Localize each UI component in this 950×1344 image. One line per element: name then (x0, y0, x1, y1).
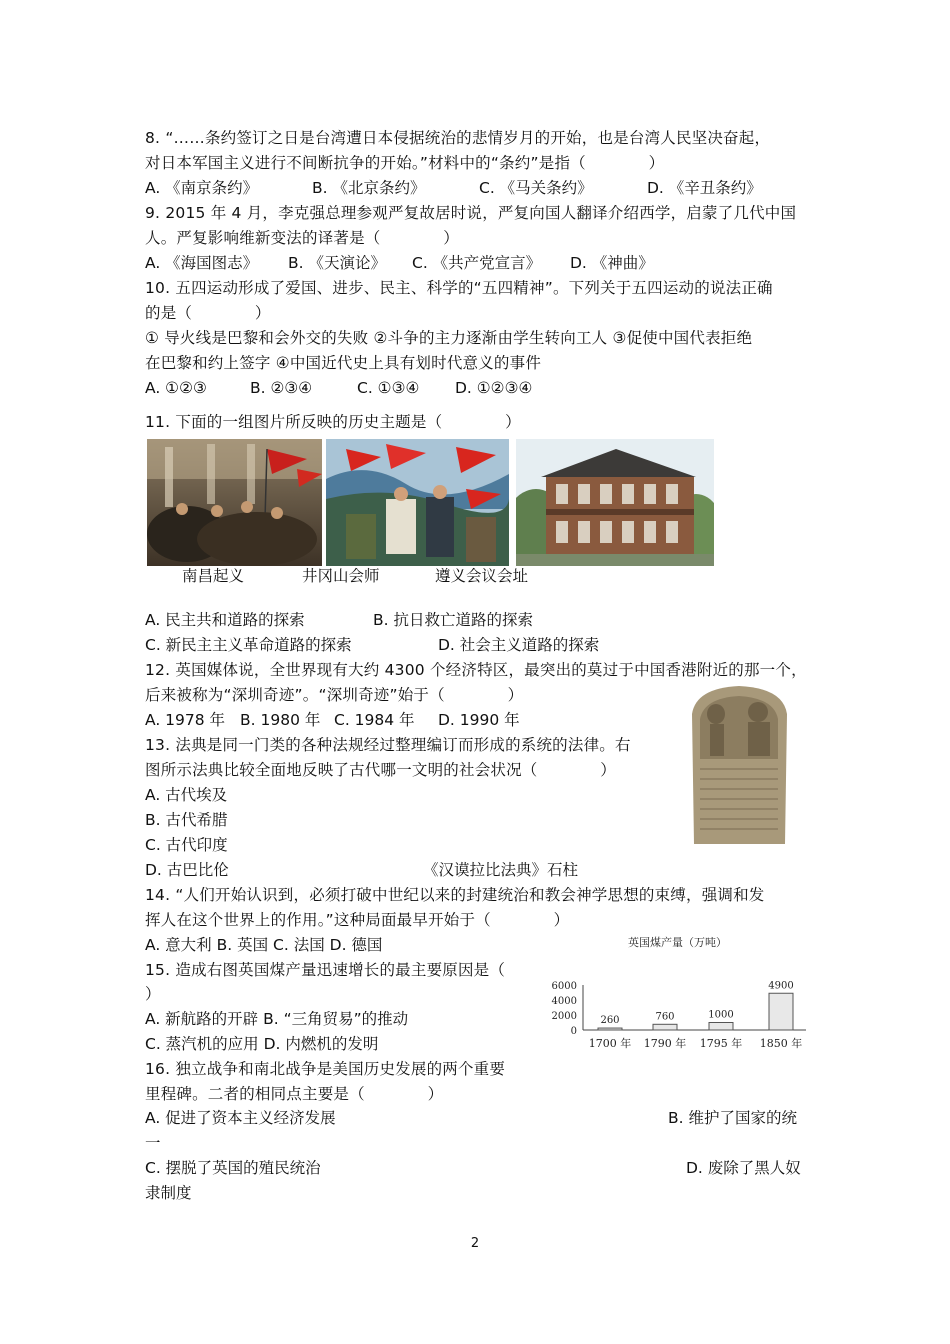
q15-options-cd: C. 蒸汽机的应用 D. 内燃机的发明 (145, 1035, 379, 1053)
q13-stem-line2: 图所示法典比较全面地反映了古代哪一文明的社会状况（ ） (145, 761, 617, 779)
q12-option-b: B. 1980 年 (240, 711, 321, 729)
q9-stem-line1: 9. 2015 年 4 月，李克强总理参观严复故居时说，严复向国人翻译介绍西学，启蒙了几代中国 (145, 204, 797, 222)
chart-x-tick-label: 1795 年 (699, 1037, 743, 1050)
chart-bar (653, 1024, 677, 1030)
q8-option-b: B. 《北京条约》 (312, 179, 426, 197)
q16-option-c: C. 摆脱了英国的殖民统治 (145, 1159, 321, 1177)
chart-y-tick-label: 6000 (551, 981, 577, 992)
chart-x-tick-label: 1790 年 (643, 1037, 687, 1050)
chart-x-tick-label: 1700 年 (588, 1037, 632, 1050)
q10-option-d: D. ①②③④ (455, 379, 533, 397)
caption-nanchang: 南昌起义 (182, 567, 245, 585)
q11-stem: 11. 下面的一组图片所反映的历史主题是（ ） (145, 413, 521, 431)
q16-option-a: A. 促进了资本主义经济发展 (145, 1109, 336, 1127)
q8-option-a: A. 《南京条约》 (145, 179, 259, 197)
q11-option-c: C. 新民主主义革命道路的探索 (145, 636, 352, 654)
q9-option-d: D. 《神曲》 (570, 254, 654, 272)
q8-stem-line1: 8. “……条约签订之日是台湾遭日本侵据统治的悲情岁月的开始，也是台湾人民坚决奋起， (145, 129, 771, 147)
q14-options: A. 意大利 B. 英国 C. 法国 D. 德国 (145, 936, 383, 954)
q9-stem-line2: 人。严复影响维新变法的译著是（ ） (145, 229, 460, 247)
q16-option-d-wrap: 隶制度 (145, 1184, 192, 1202)
jinggangshan-meeting-painting (326, 439, 509, 566)
q13-option-c: C. 古代印度 (145, 836, 228, 854)
chart-x-tick-label: 1850 年 (759, 1037, 803, 1050)
q13-option-d: D. 古巴比伦 (145, 861, 229, 879)
caption-hammurabi-stele: 《汉谟拉比法典》石柱 (423, 861, 579, 879)
q15-stem-line1: 15. 造成右图英国煤产量迅速增长的最主要原因是（ (145, 961, 506, 979)
q10-option-c: C. ①③④ (357, 379, 420, 397)
q13-stem-line1: 13. 法典是同一门类的各种法规经过整理编订而形成的系统的法律。右 (145, 736, 631, 754)
page-number: 2 (470, 1236, 480, 1251)
q10-statement-line1: ① 导火线是巴黎和会外交的失败 ②斗争的主力逐渐由学生转向工人 ③促使中国代表拒绝 (145, 329, 753, 347)
q9-option-c: C. 《共产党宣言》 (412, 254, 542, 272)
q10-option-b: B. ②③④ (250, 379, 313, 397)
q14-stem-line1: 14. “人们开始认识到，必须打破中世纪以来的封建统治和教会神学思想的束缚，强调和发 (145, 886, 765, 904)
q11-option-a: A. 民主共和道路的探索 (145, 611, 305, 629)
caption-jinggangshan: 井冈山会师 (302, 567, 380, 585)
q10-stem-line1: 10. 五四运动形成了爱国、进步、民主、科学的“五四精神”。下列关于五四运动的说法正确 (145, 279, 773, 297)
q15-stem-line2: ） (145, 985, 161, 1003)
q15-options-ab: A. 新航路的开辟 B. “三角贸易”的推动 (145, 1010, 409, 1028)
q10-statement-line2: 在巴黎和约上签字 ④中国近代史上具有划时代意义的事件 (145, 354, 542, 372)
q16-option-b: B. 维护了国家的统 (668, 1109, 797, 1127)
chart-bar (769, 993, 793, 1030)
q8-option-c: C. 《马关条约》 (479, 179, 593, 197)
q12-stem-line1: 12. 英国媒体说，全世界现有大约 4300 个经济特区，最突出的莫过于中国香港附近的那一个， (145, 661, 807, 679)
q12-option-c: C. 1984 年 (334, 711, 415, 729)
q12-option-d: D. 1990 年 (438, 711, 520, 729)
q9-option-a: A. 《海国图志》 (145, 254, 259, 272)
nanchang-uprising-painting (147, 439, 322, 566)
q8-stem-line2: 对日本军国主义进行不间断抗争的开始。”材料中的“条约”是指（ ） (145, 154, 665, 172)
chart-bar (709, 1023, 733, 1031)
q11-option-d: D. 社会主义道路的探索 (438, 636, 600, 654)
q8-option-d: D. 《辛丑条约》 (647, 179, 762, 197)
chart-data-label: 760 (655, 1011, 675, 1023)
q11-option-b: B. 抗日救亡道路的探索 (373, 611, 533, 629)
caption-zunyi: 遵义会议会址 (435, 567, 529, 585)
q10-stem-line2: 的是（ ） (145, 304, 271, 322)
q12-stem-line2: 后来被称为“深圳奇迹”。“深圳奇迹”始于（ ） (145, 686, 524, 704)
q12-option-a: A. 1978 年 (145, 711, 226, 729)
q16-option-b-wrap: 一 (145, 1134, 161, 1152)
chart-data-label: 4900 (768, 980, 794, 992)
q10-option-a: A. ①②③ (145, 379, 207, 397)
q16-stem-line2: 里程碑。二者的相同点主要是（ ） (145, 1085, 444, 1103)
chart-title: 英国煤产量（万吨） (628, 936, 727, 949)
q13-option-b: B. 古代希腊 (145, 811, 228, 829)
q16-option-d: D. 废除了黑人奴 (686, 1159, 801, 1177)
q14-stem-line2: 挥人在这个世界上的作用。”这种局面最早开始于（ ） (145, 911, 570, 929)
q13-option-a: A. 古代埃及 (145, 786, 228, 804)
chart-y-tick-label: 0 (570, 1026, 577, 1037)
hammurabi-stele-photo (686, 684, 793, 844)
chart-data-label: 260 (600, 1015, 620, 1027)
zunyi-conference-site-photo (516, 439, 714, 566)
uk-coal-output-chart (548, 930, 813, 1055)
chart-bar (598, 1028, 622, 1030)
chart-y-tick-label: 4000 (551, 996, 577, 1007)
chart-y-tick-label: 2000 (551, 1011, 577, 1022)
q16-stem-line1: 16. 独立战争和南北战争是美国历史发展的两个重要 (145, 1060, 506, 1078)
q9-option-b: B. 《天演论》 (288, 254, 386, 272)
chart-data-label: 1000 (708, 1009, 734, 1021)
